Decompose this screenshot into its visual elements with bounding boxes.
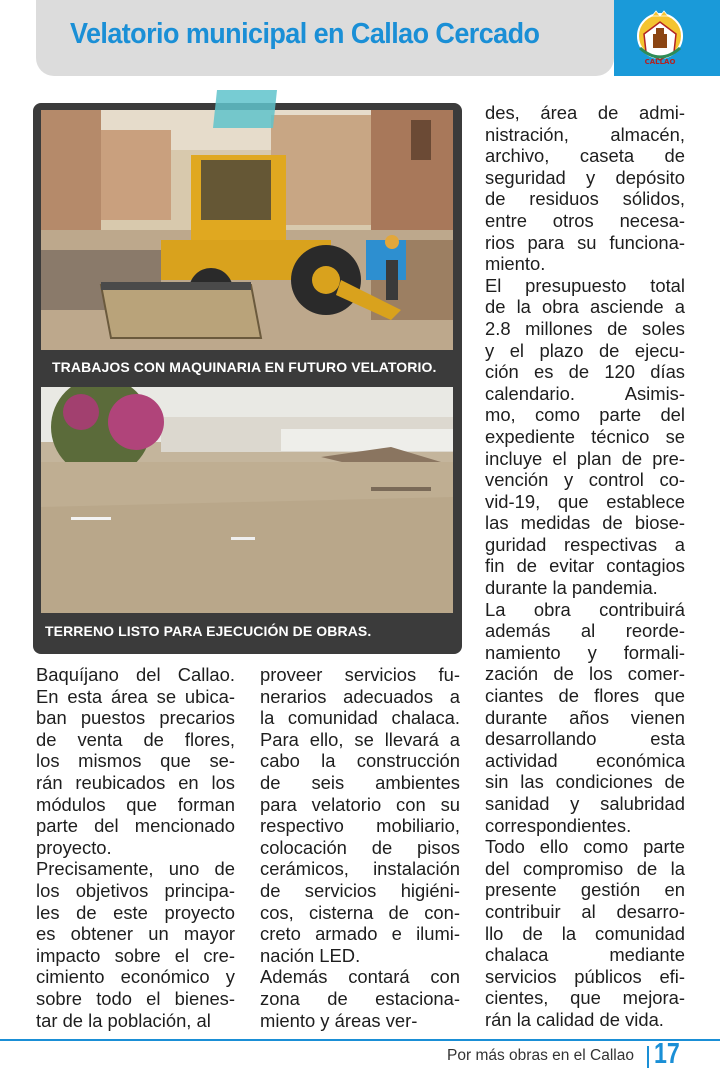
article-line: ciantes de flores que (485, 685, 685, 707)
article-line: rios para su funciona- (485, 231, 685, 253)
svg-text:CALLAO: CALLAO (644, 58, 676, 66)
decorative-accent-tab (213, 90, 277, 128)
article-line: La obra contribuirá (485, 598, 685, 620)
article-line: Baquíjano del Callao. (36, 664, 235, 685)
article-line: vid-19, que establece (485, 490, 685, 512)
article-line: rán la calidad de vida. (485, 1008, 664, 1030)
article-line: seguridad y depósito (485, 166, 685, 188)
footer-rule (0, 1039, 720, 1041)
article-line: de seis ambientes (260, 771, 460, 793)
article-line: vención y control co- (485, 469, 685, 491)
article-line: de venta de flores, (36, 728, 235, 750)
article-line: ban puestos precarios (36, 707, 235, 729)
article-line: durante años vienen (485, 706, 685, 728)
footer-divider (647, 1046, 649, 1068)
article-line: los objetivos principa- (36, 879, 235, 901)
article-line: desarrollando esta (485, 728, 685, 750)
article-line: El presupuesto total (485, 274, 685, 296)
article-line: llo de la comunidad (485, 922, 685, 944)
article-line: y el plazo de ejecu- (485, 339, 685, 361)
article-line: archivo, caseta de (485, 145, 685, 167)
article-line: namiento y formali- (485, 641, 685, 663)
article-line: sin las condiciones de (485, 771, 685, 793)
article-line: impacto sobre el cre- (36, 944, 235, 966)
article-line: miento y áreas ver- (260, 1009, 418, 1031)
article-line: presente gestión en (485, 879, 685, 901)
article-line: miento. (485, 253, 546, 275)
article-line: cientes, que mejora- (485, 987, 685, 1009)
article-line: nación LED. (260, 944, 361, 966)
article-line: proveer servicios fu- (260, 664, 460, 685)
article-line: Todo ello como parte (485, 836, 685, 858)
article-line: durante la pandemia. (485, 577, 658, 599)
article-line: sobre todo el bienes- (36, 987, 235, 1009)
article-line: des, área de admi- (485, 102, 685, 123)
article-column-1 (36, 664, 235, 1031)
article-line: Además contará con (260, 966, 460, 988)
article-line: módulos que forman (36, 793, 235, 815)
photo-caption: TERRENO LISTO PARA EJECUCIÓN DE OBRAS. (45, 623, 372, 639)
article-line: los mismos que se- (36, 750, 235, 772)
article-line: incluye el plan de pre- (485, 447, 685, 469)
article-line: cos, cisterna de con- (260, 901, 460, 923)
photo-caption: TRABAJOS CON MAQUINARIA EN FUTURO VELATORIO. (52, 359, 437, 375)
article-line: zona de estaciona- (260, 987, 460, 1009)
article-line: guridad respectivas a (485, 533, 685, 555)
article-line: de servicios higiéni- (260, 879, 460, 901)
article-line: Para ello, se llevará a (260, 728, 460, 750)
article-line: colocación de pisos (260, 836, 460, 858)
article-line: chalaca mediante (485, 944, 685, 966)
article-line: tar de la población, al (36, 1009, 211, 1031)
article-line: es obtener un mayor (36, 923, 235, 945)
page-number: 17 (654, 1038, 680, 1070)
article-line: cabo la construcción (260, 750, 460, 772)
article-line: les de este proyecto (36, 901, 235, 923)
article-line: correspondientes. (485, 814, 632, 836)
article-line: expediente técnico se (485, 425, 685, 447)
article-line: cimiento económico y (36, 966, 235, 988)
article-line: calendario. Asimis- (485, 382, 685, 404)
article-line: parte del mencionado (36, 815, 235, 837)
article-column-2 (260, 664, 460, 1031)
footer-tagline: Por más obras en el Callao (447, 1047, 634, 1064)
callao-crest-logo (634, 8, 686, 68)
article-line: sanidad y salubridad (485, 793, 685, 814)
article-line: actividad económica (485, 749, 685, 771)
article-line: para velatorio con su (260, 793, 460, 815)
article-line: respectivo mobiliario, (260, 815, 460, 837)
article-line: creto armado e ilumi- (260, 923, 460, 945)
article-line: 2.8 millones de soles (485, 317, 685, 339)
backhoe-construction-photo (41, 110, 453, 350)
article-line: del compromiso de la (485, 857, 685, 879)
article-line: ción es de 120 días (485, 361, 685, 383)
article-line: zación de los comer- (485, 663, 685, 685)
photo-panel (33, 103, 462, 654)
article-line: cerámicos, instalación (260, 858, 460, 880)
article-line: nerarios adecuados a (260, 685, 460, 707)
page-title: Velatorio municipal en Callao Cercado (70, 18, 540, 50)
article-line: las medidas de biose- (485, 512, 685, 534)
article-line: proyecto. (36, 836, 112, 858)
article-line: de residuos sólidos, (485, 188, 685, 210)
article-line: fin de evitar contagios (485, 555, 685, 577)
article-line: rán reubicados en los (36, 771, 235, 793)
empty-lot-photo (41, 387, 453, 613)
article-line: de la obra asciende a (485, 296, 685, 318)
article-column-3 (485, 102, 685, 1031)
article-line: la comunidad chalaca. (260, 707, 460, 729)
article-line: además al reorde- (485, 620, 685, 642)
article-line: nistración, almacén, (485, 123, 685, 145)
article-line: Precisamente, uno de (36, 858, 235, 880)
article-line: entre otros necesa- (485, 209, 685, 231)
article-line: mo, como parte del (485, 404, 685, 426)
article-line: servicios públicos efi- (485, 965, 685, 987)
article-line: contribuir al desarro- (485, 900, 685, 922)
article-line: En esta área se ubica- (36, 685, 235, 707)
